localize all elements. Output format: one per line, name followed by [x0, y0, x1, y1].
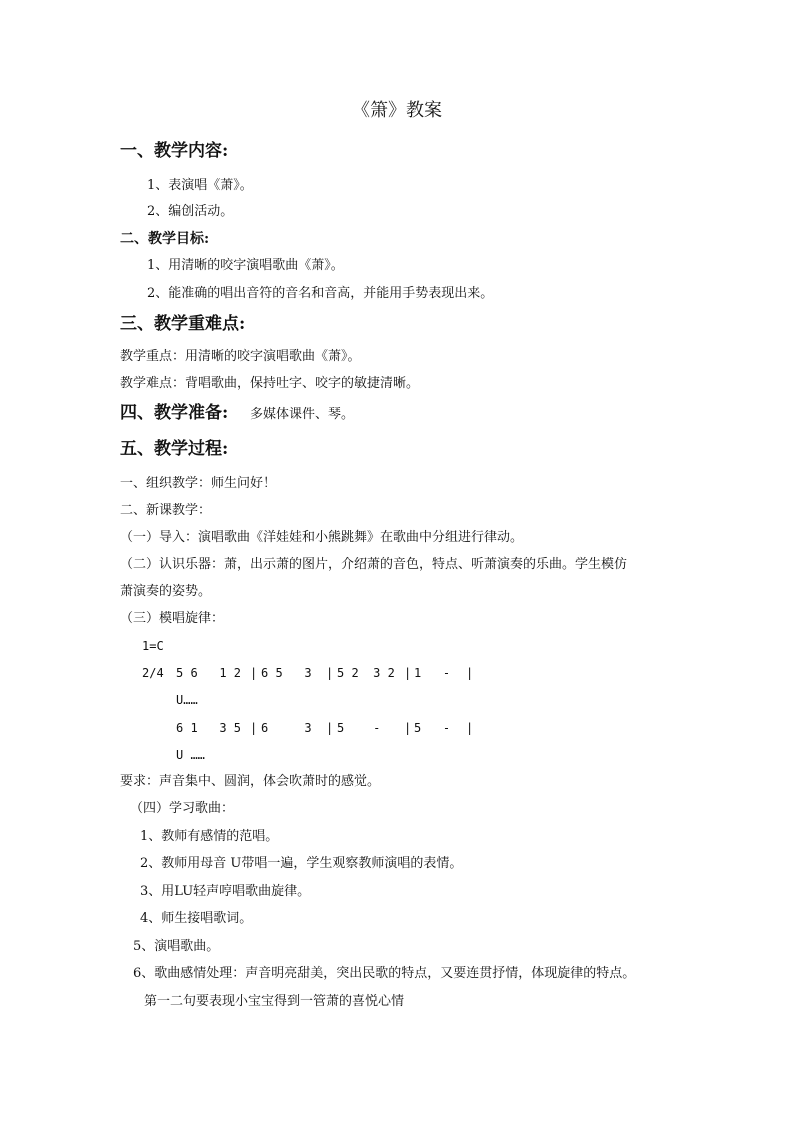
notation-barline: | [466, 666, 474, 680]
notation-barline: | [326, 721, 334, 735]
notation-measure: 5 - [414, 721, 451, 735]
list-item: 6、歌曲感情处理：声音明亮甜美，突出民歌的特点，又要连贯抒情，体现旋律的特点。 [133, 966, 636, 981]
notation-measure: 5 6 1 2 [176, 666, 242, 680]
notation-barline: | [250, 721, 258, 735]
paragraph: 第一二句要表现小宝宝得到一管萧的喜悦心情 [144, 994, 405, 1009]
key-point-text: 教学重点：用清晰的咬字演唱歌曲《萧》。 [120, 349, 361, 364]
notation-measure: 6 5 3 [261, 666, 312, 680]
section-heading-content: 一、教学内容: [120, 141, 229, 161]
section-heading-process: 五、教学过程: [120, 439, 229, 459]
paragraph: （二）认识乐器：萧，出示萧的图片，介绍萧的音色，特点、听萧演奏的乐曲。学生模仿 [120, 557, 628, 572]
notation-lyric: U…… [176, 693, 198, 707]
document-title: 《箫》教案 [352, 100, 442, 121]
paragraph: 二、新课教学： [120, 503, 212, 518]
notation-measure: 6 3 [261, 721, 312, 735]
notation-barline: | [404, 666, 412, 680]
notation-measure: 5 2 3 2 [337, 666, 395, 680]
requirement-text: 要求：声音集中、圆润，体会吹萧时的感觉。 [120, 774, 381, 789]
list-item: 2、教师用母音 U带唱一遍，学生观察教师演唱的表情。 [140, 856, 463, 871]
list-item: 1、用清晰的咬字演唱歌曲《萧》。 [147, 258, 344, 273]
notation-barline: | [326, 666, 334, 680]
list-item: 1、教师有感情的范唱。 [140, 829, 279, 844]
notation-barline: | [466, 721, 474, 735]
paragraph: （一）导入：演唱歌曲《洋娃娃和小熊跳舞》在歌曲中分组进行律动。 [120, 530, 524, 545]
list-item: 2、能准确的唱出音符的音名和音高，并能用手势表现出来。 [147, 286, 494, 301]
notation-barline: | [250, 666, 258, 680]
list-item: 4、师生接唱歌词。 [140, 911, 253, 926]
section-heading-key-points: 三、教学重难点: [120, 314, 246, 334]
notation-measure: 6 1 3 5 [176, 721, 242, 735]
preparation-text: 多媒体课件、琴。 [250, 407, 355, 422]
list-item: 5、演唱歌曲。 [133, 939, 220, 954]
paragraph: （四）学习歌曲： [130, 801, 235, 816]
paragraph: （三）模唱旋律： [120, 611, 225, 626]
notation-time-signature: 2/4 [142, 666, 164, 680]
section-heading-objectives: 二、教学目标: [120, 231, 210, 247]
notation-measure: 1 - [414, 666, 451, 680]
section-heading-preparation: 四、教学准备: [120, 403, 229, 423]
paragraph: 一、组织教学：师生问好！ [120, 476, 277, 491]
difficult-point-text: 教学难点：背唱歌曲，保持吐字、咬字的敏捷清晰。 [120, 376, 420, 391]
notation-lyric: U …… [176, 748, 205, 762]
notation-barline: | [404, 721, 412, 735]
list-item: 2、编创活动。 [147, 204, 234, 219]
paragraph: 萧演奏的姿势。 [120, 584, 212, 599]
list-item: 3、用LU轻声哼唱歌曲旋律。 [140, 884, 311, 899]
list-item: 1、表演唱《萧》。 [147, 178, 253, 193]
notation-key: 1=C [142, 639, 164, 653]
notation-measure: 5 - [337, 721, 381, 735]
